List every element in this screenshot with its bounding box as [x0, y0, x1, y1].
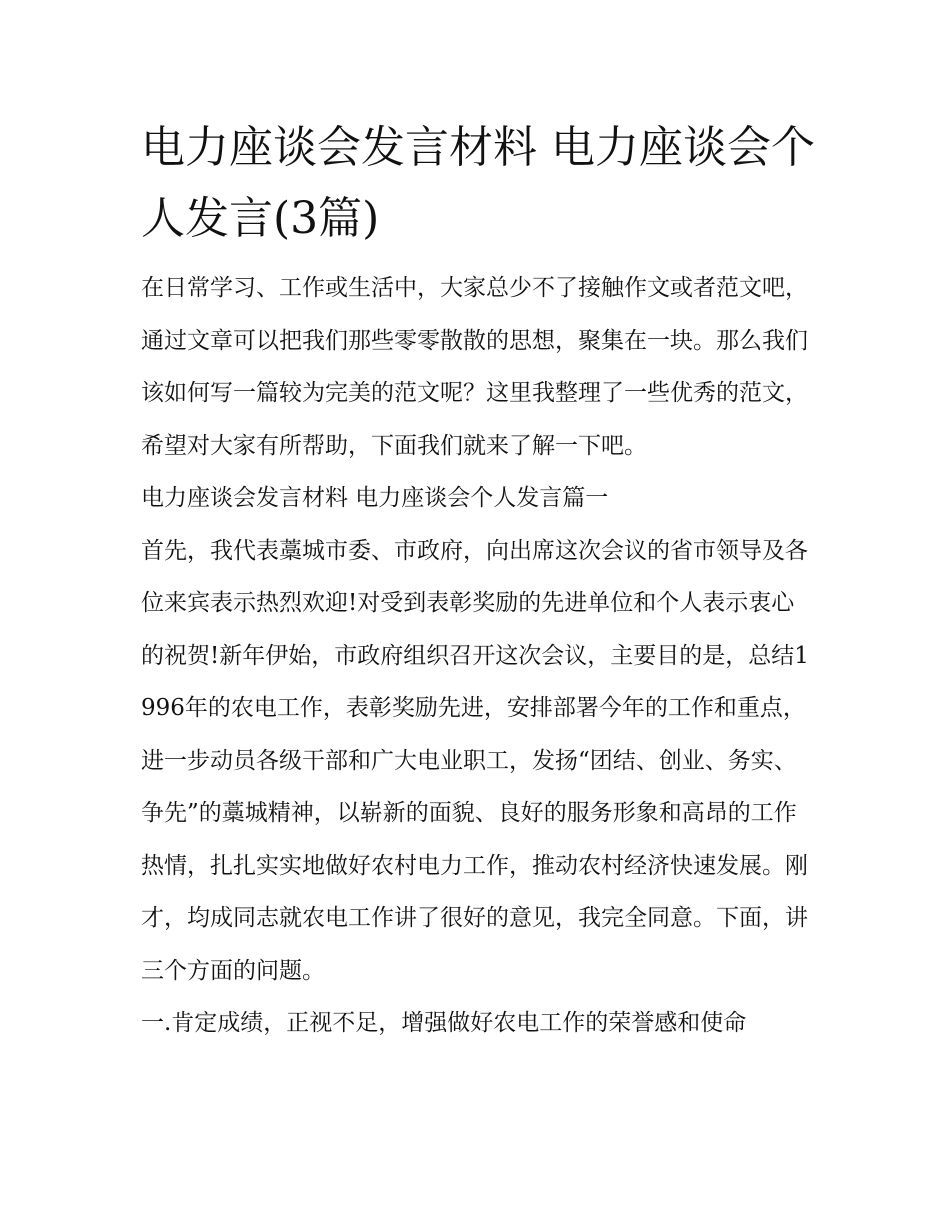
section-heading: 电力座谈会发言材料 电力座谈会个人发言篇一: [141, 485, 609, 511]
body-paragraph: 首先，我代表藁城市委、市政府，向出席这次会议的省市领导及各位来宾表示热烈欢迎!对受到表彰奖励的先进单位和个人表示衷心的祝贺!新年伊始，市政府组织召开这次会议，主要目的是，总结1996年的农电工作，表彰奖励先进，安排部署今年的工作和重点，进一步动员各级干部和广大电业职工，发扬“团结、创业、务实、争先”的藁城精神，以崭新的面貌、良好的服务形象和高昂的工作热情，扎扎实实地做好农村电力工作，推动农村经济快速发展。刚才，均成同志就农电工作讲了很好的意见，我完全同意。下面，讲三个方面的问题。: [141, 537, 809, 984]
document-title: 电力座谈会发言材料 电力座谈会个人发言(3篇): [141, 122, 815, 244]
title-block: [141, 112, 817, 254]
point-one-heading: 一.肯定成绩，正视不足，增强做好农电工作的荣誉感和使命: [141, 1010, 747, 1036]
intro-paragraph: 在日常学习、工作或生活中，大家总少不了接触作文或者范文吧，通过文章可以把我们那些零零散散的思想，聚集在一块。那么我们该如何写一篇较为完美的范文呢？这里我整理了一些优秀的范文，希望对大家有所帮助，下面我们就来了解一下吧。: [141, 275, 808, 459]
document-content: [141, 112, 817, 1050]
